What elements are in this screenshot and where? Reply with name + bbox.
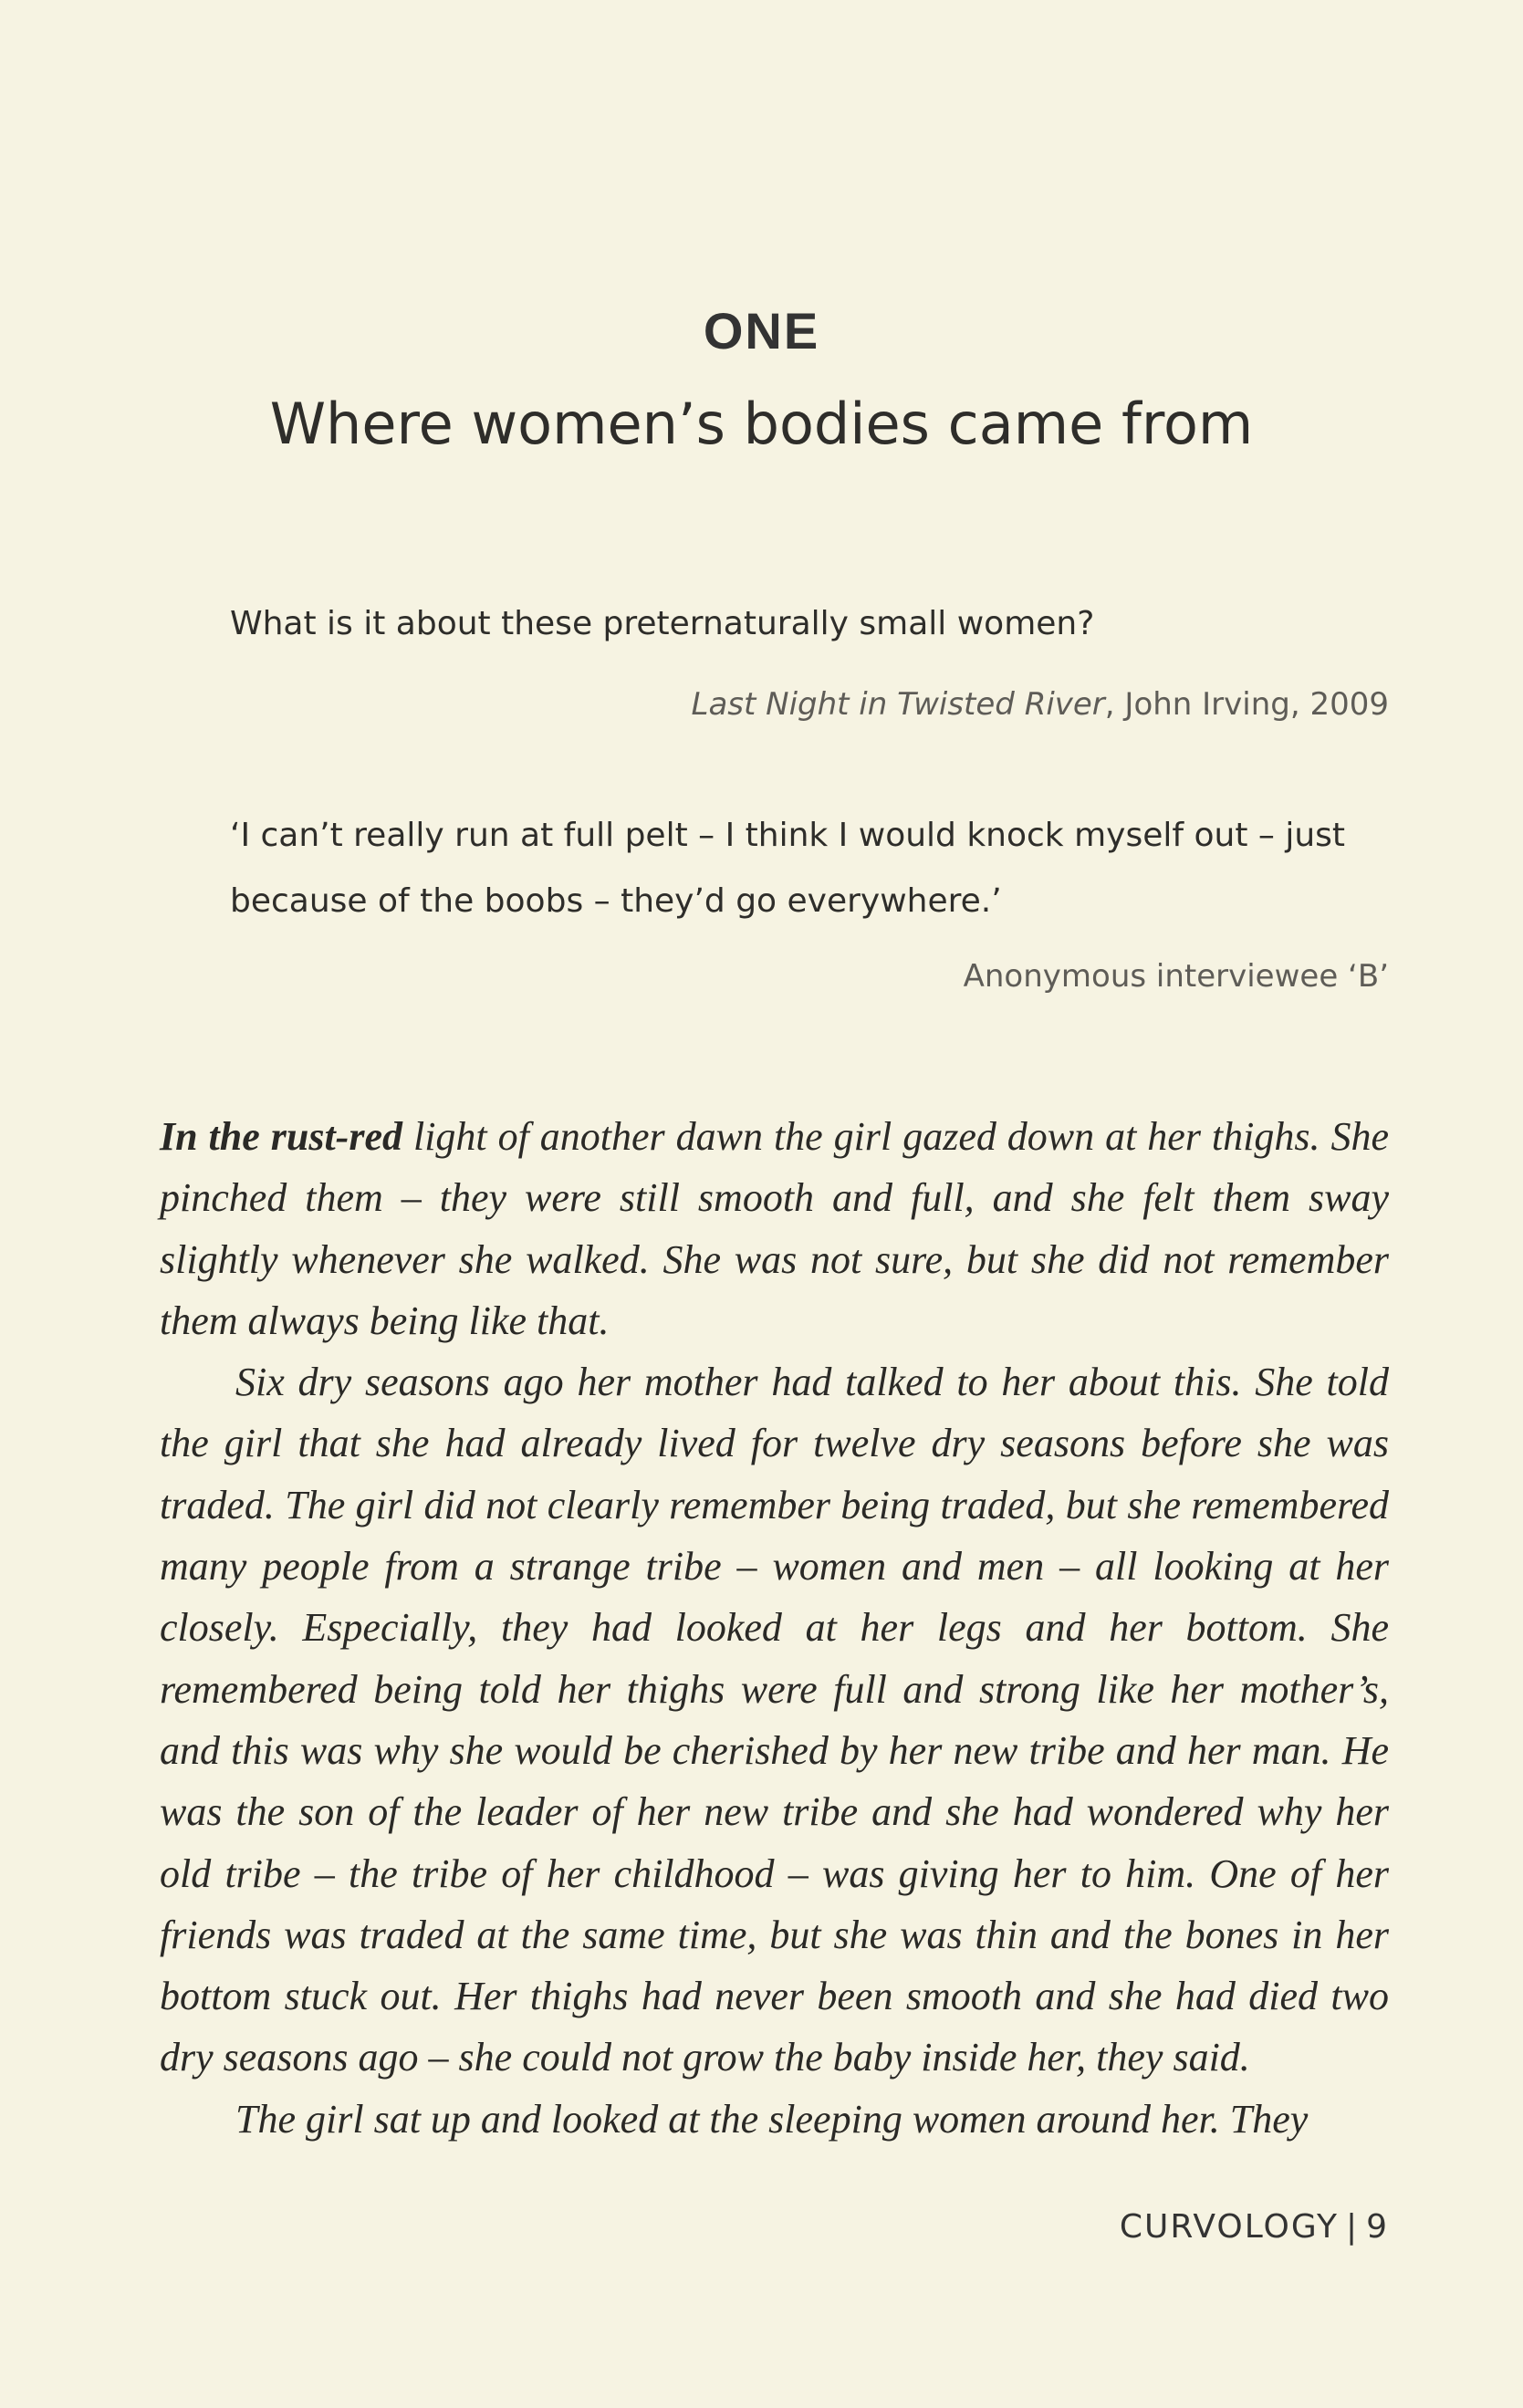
- body-text: [160, 1106, 1389, 2150]
- chapter-title: Where women’s bodies came from: [269, 391, 1254, 457]
- epigraph-author-year: , John Irving, 2009: [1104, 686, 1389, 723]
- page-number: 9: [1366, 2208, 1389, 2246]
- running-footer: [1120, 2208, 1389, 2246]
- epigraph-work-title: Last Night in Twisted River: [691, 686, 1105, 723]
- paragraph-text: light of another dawn the girl gazed down at her thighs. She pinched them – they were still smooth and full, and she felt them sway slightly whenever she walked. She was not sure, but she did not remember them always being like that.: [160, 1114, 1389, 1343]
- epigraph-quote: ‘I can’t really run at full pelt – I think I would knock myself out – just because of the boobs – they’d go everywhere.’: [230, 817, 1346, 920]
- paragraph: The girl sat up and looked at the sleeping women around her. They: [235, 2096, 1309, 2142]
- footer-separator: |: [1345, 2208, 1360, 2246]
- chapter-number: ONE: [703, 302, 820, 360]
- epigraph-attribution: Anonymous interviewee ‘B’: [963, 958, 1389, 995]
- epigraph-quote: What is it about these preternaturally small women?: [230, 605, 1095, 642]
- paragraph: Six dry seasons ago her mother had talked to her about this. She told the girl that she had already lived for twelve dry seasons before she was traded. The girl did not clearly remember being traded, but she remembered many people from a strange tribe – women and men – all looking at her closely. Especially, they had looked at her legs and her bottom. She remembered being told her thighs were full and strong like her mother’s, and this was why she would be cherished by her new tribe and her man. He was the son of the leader of her new tribe and she had wondered why her old tribe – the tribe of her childhood – was giving her to him. One of her friends was traded at the same time, but she was thin and the bones in her bottom stuck out. Her thighs had never been smooth and she had died two dry seasons ago – she could not grow the baby inside her, they said.: [160, 1360, 1389, 2080]
- lead-in-phrase: In the rust-red: [160, 1114, 402, 1159]
- epigraph-attribution: [692, 686, 1389, 723]
- paragraph: [160, 1106, 1389, 1351]
- book-title: CURVOLOGY: [1119, 2208, 1339, 2246]
